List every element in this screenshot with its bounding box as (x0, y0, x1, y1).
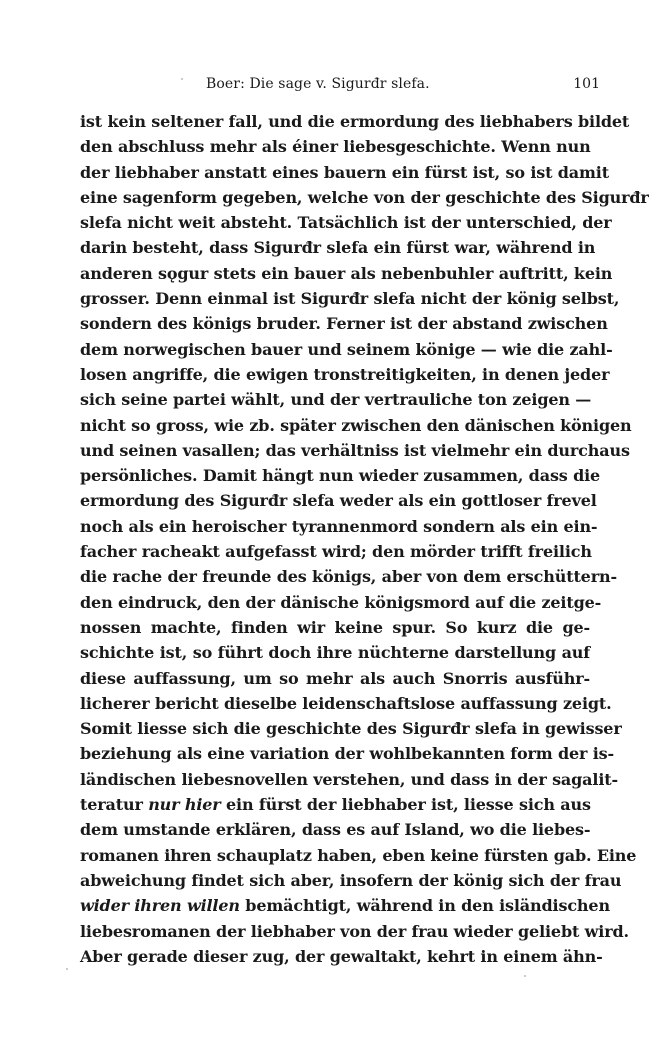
text-segment: Aber gerade dieser zug, der gewaltakt, kehrt in einem ähn- (80, 946, 603, 966)
text-segment: Somit liesse sich die geschichte des Sigurđr slefa in gewisser (80, 719, 622, 739)
text-line (80, 134, 590, 159)
text-segment: schichte ist, so führt doch ihre nüchterne darstellung auf (80, 643, 590, 663)
text-segment: den abschluss mehr als éiner liebesgeschichte. Wenn nun (80, 137, 591, 157)
text-line (80, 564, 617, 589)
text-segment: dem norwegischen bauer und seinem könige — wie die zahl- (80, 339, 613, 359)
text-line (80, 235, 596, 260)
text-segment: romanen ihren schauplatz haben, eben keine fürsten gab. Eine (80, 845, 637, 865)
text-segment: eine sagenform gegeben, welche von der geschichte des Sigurđr (80, 187, 649, 207)
text-segment: sich seine partei wählt, und der vertrauliche ton zeigen — (80, 390, 592, 410)
print-speck (66, 968, 68, 970)
text-segment: facher racheakt aufgefasst wird; den mörder trifft freilich (80, 542, 592, 562)
text-line (80, 868, 622, 893)
text-line (80, 109, 630, 134)
page-number: 101 (573, 76, 600, 92)
text-segment: ermordung des Sigurđr slefa weder als ein gottloser frevel (80, 491, 597, 511)
text-line (80, 488, 597, 513)
text-segment: grosser. Denn einmal ist Sigurđr slefa nicht der könig selbst, (80, 289, 620, 309)
text-line (80, 210, 612, 235)
text-segment: abweichung findet sich aber, insofern der könig sich der frau (80, 870, 622, 890)
text-line (80, 640, 590, 665)
text-line (80, 413, 632, 438)
text-line (80, 337, 613, 362)
text-segment: dem umstande erklären, dass es auf Island, wo die liebes- (80, 820, 591, 840)
text-line (80, 817, 590, 842)
text-segment: anderen sǫgur stets ein bauer als nebenbuhler auftritt, kein (80, 263, 613, 283)
text-line (80, 767, 618, 792)
emphasized-text: wider ihren willen (80, 896, 240, 916)
text-segment: diese auffassung, um so mehr als auch Snorris ausführ- (80, 668, 590, 688)
text-segment: ist kein seltener fall, und die ermordung des liebhabers bildet (80, 112, 630, 131)
text-line (80, 311, 608, 336)
text-segment: sondern des königs bruder. Ferner ist der abstand zwischen (80, 314, 608, 334)
text-line (80, 919, 629, 944)
text-segment: teratur (80, 795, 149, 815)
print-speck (524, 975, 526, 977)
text-segment: darin besteht, dass Sigurđr slefa ein fürst war, während in (80, 238, 596, 258)
text-line (80, 387, 590, 412)
emphasized-text: nur hier (148, 795, 221, 815)
text-segment: ein fürst der liebhaber ist, liesse sich aus (220, 795, 591, 815)
text-segment: noch als ein heroischer tyrannenmord sondern als ein ein- (80, 516, 598, 536)
text-line (80, 362, 610, 387)
text-line (80, 666, 590, 691)
text-line (80, 792, 590, 817)
text-line (80, 741, 615, 766)
running-header (80, 70, 600, 96)
text-segment: die rache der freunde des königs, aber von dem erschüttern- (80, 567, 617, 587)
running-title: Boer: Die sage v. Sigurđr slefa. (206, 76, 430, 92)
text-line (80, 463, 601, 488)
text-segment: den eindruck, den der dänische königsmord auf die zeitge- (80, 592, 602, 612)
text-line (80, 691, 612, 716)
text-line (80, 539, 590, 564)
text-segment: nossen machte, finden wir keine spur. So kurz die ge- (80, 617, 590, 637)
text-line (80, 590, 602, 615)
text-segment: licherer bericht dieselbe leidenschaftslose auffassung zeigt. (80, 693, 612, 713)
text-line (80, 843, 637, 868)
text-line (80, 716, 622, 741)
text-line (80, 615, 590, 640)
text-line (80, 286, 620, 311)
text-line (80, 944, 603, 969)
text-segment: der liebhaber anstatt eines bauern ein fürst ist, so ist damit (80, 162, 609, 182)
text-line (80, 185, 649, 210)
text-line (80, 160, 609, 185)
text-segment: ländischen liebesnovellen verstehen, und dass in der sagalit- (80, 769, 618, 789)
body-text (80, 109, 649, 969)
text-segment: liebesromanen der liebhaber von der frau wieder geliebt wird. (80, 921, 629, 941)
text-segment: beziehung als eine variation der wohlbekannten form der is- (80, 744, 615, 764)
text-segment: losen angriffe, die ewigen tronstreitigkeiten, in denen jeder (80, 364, 610, 384)
text-segment: persönliches. Damit hängt nun wieder zusammen, dass die (80, 466, 601, 486)
text-line (80, 514, 598, 539)
text-line (80, 893, 610, 918)
text-segment: bemächtigt, während in den isländischen (239, 896, 610, 916)
text-segment: slefa nicht weit absteht. Tatsächlich ist der unterschied, der (80, 213, 612, 233)
text-segment: und seinen vasallen; das verhältniss ist vielmehr ein durchaus (80, 440, 630, 460)
text-line (80, 261, 613, 286)
print-speck (181, 78, 183, 80)
text-line (80, 438, 630, 463)
text-segment: nicht so gross, wie zb. später zwischen den dänischen königen (80, 415, 632, 435)
